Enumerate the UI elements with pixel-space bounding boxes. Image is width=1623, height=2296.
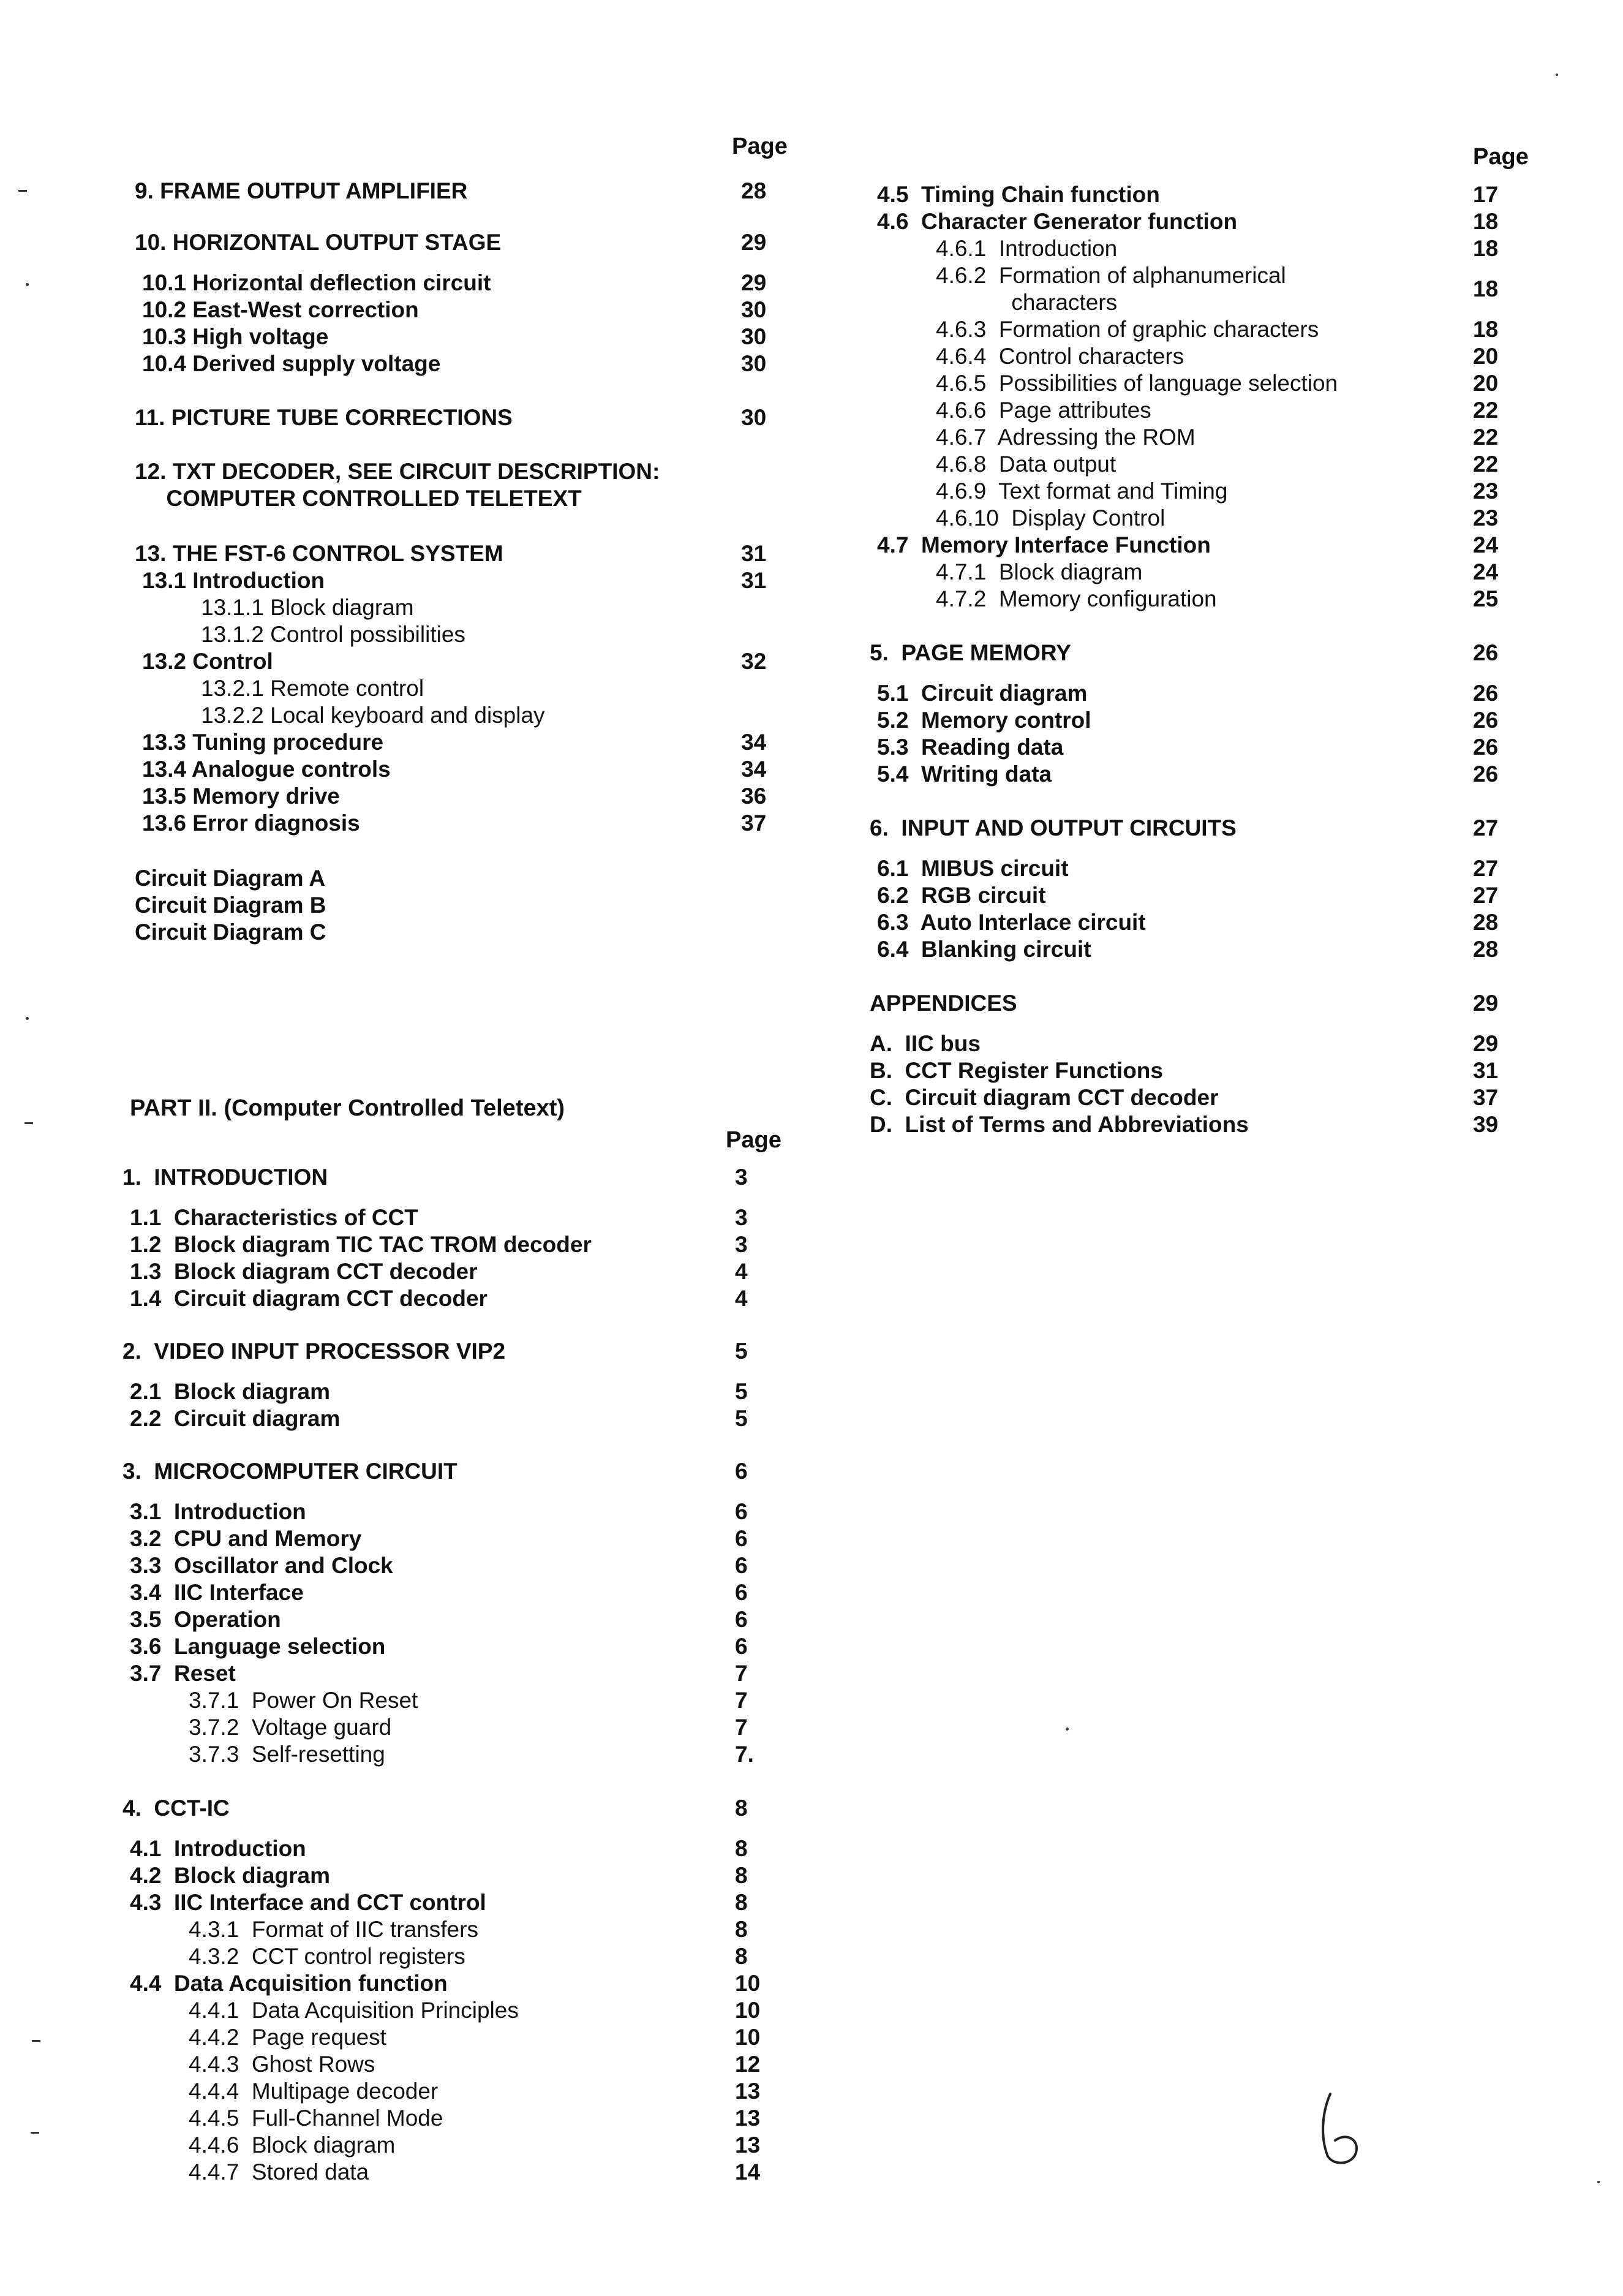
toc-entry	[870, 208, 1543, 235]
toc-entry-title: 5. PAGE MEMORY	[870, 640, 1071, 665]
toc-entry	[870, 505, 1543, 532]
toc-entry-title: 13.5 Memory drive	[142, 784, 340, 809]
toc-entry-title: 13.1.2 Control possibilities	[201, 622, 465, 647]
toc-entry-page: 3	[735, 1165, 748, 1190]
toc-entry	[870, 761, 1543, 788]
toc-entry-page: 26	[1473, 734, 1499, 760]
toc-entry	[870, 343, 1543, 370]
toc-entry	[122, 1997, 796, 2024]
margin-mark	[1556, 74, 1558, 76]
toc-entry	[122, 1835, 796, 1862]
toc-entry	[870, 1057, 1543, 1084]
toc-entry-page: 5	[735, 1339, 748, 1364]
toc-entry	[870, 478, 1543, 505]
toc-entry-page: 37	[1473, 1085, 1499, 1110]
toc-entry-page: 7	[735, 1715, 748, 1740]
toc-entry-title: 4.7 Memory Interface Function	[877, 532, 1211, 557]
toc-entry-page: 26	[1473, 681, 1499, 706]
toc-entry-title: 4.6.7 Adressing the ROM	[936, 425, 1196, 450]
toc-entry-page: 6	[735, 1499, 748, 1524]
toc-entry-page: 23	[1473, 505, 1499, 531]
toc-entry	[122, 1204, 796, 1231]
toc-entry-title: 4.3.2 CCT control registers	[189, 1944, 465, 1969]
toc-entry-page: 18	[1473, 317, 1499, 342]
margin-mark	[1066, 1728, 1069, 1731]
toc-entry-title: 4.6.3 Formation of graphic characters	[936, 317, 1319, 342]
toc-entry	[870, 1030, 1543, 1057]
toc-entry	[122, 1258, 796, 1285]
toc-entry	[122, 1943, 796, 1970]
toc-entry-title: 3.6 Language selection	[130, 1634, 386, 1659]
toc-entry-page: 24	[1473, 532, 1499, 557]
toc-entry-title: 3. MICROCOMPUTER CIRCUIT	[122, 1459, 458, 1484]
toc-entry-title: 3.1 Introduction	[130, 1499, 306, 1524]
toc-entry-page: 14	[735, 2159, 761, 2185]
toc-entry	[122, 2132, 796, 2159]
toc-entry	[122, 1285, 796, 1312]
toc-entry-page: 20	[1473, 344, 1499, 369]
toc-entry-page: 30	[741, 324, 767, 349]
toc-entry-page: 6	[735, 1553, 748, 1578]
toc-entry-title: C. Circuit diagram CCT decoder	[870, 1085, 1219, 1110]
toc-entry-page: 26	[1473, 761, 1499, 787]
toc-entry-title: 4.3 IIC Interface and CCT control	[130, 1890, 486, 1915]
toc-entry-title: Circuit Diagram A	[135, 866, 326, 891]
toc-entry-title: 4.4.2 Page request	[189, 2025, 386, 2050]
toc-entry-page: 7	[735, 1661, 748, 1686]
toc-entry-page: 27	[1473, 815, 1499, 840]
toc-entry-title: 5.1 Circuit diagram	[877, 681, 1088, 706]
toc-entry-page: 18	[1473, 236, 1499, 261]
margin-mark	[26, 283, 29, 286]
toc-entry-title: 1.3 Block diagram CCT decoder	[130, 1259, 478, 1284]
toc-entry-title: 4.1 Introduction	[130, 1836, 306, 1861]
toc-entry-page: 13	[735, 2132, 761, 2158]
toc-entry-title: 3.3 Oscillator and Clock	[130, 1553, 393, 1578]
toc-entry	[122, 1231, 796, 1258]
toc-entry-title: 6.3 Auto Interlace circuit	[877, 910, 1146, 935]
margin-mark	[18, 190, 27, 192]
toc-entry-title: 2.1 Block diagram	[130, 1379, 330, 1404]
toc-entry-title: 4.4.1 Data Acquisition Principles	[189, 1998, 519, 2023]
toc-entry	[122, 1660, 796, 1687]
page-header-label: Page	[1473, 144, 1529, 170]
toc-entry	[870, 936, 1543, 963]
toc-entry-title: 4.6 Character Generator function	[877, 209, 1238, 234]
toc-entry-page: 3	[735, 1205, 748, 1230]
toc-entry-page: 8	[735, 1917, 748, 1942]
toc-entry	[870, 586, 1543, 613]
toc-entry-page: 23	[1473, 478, 1499, 504]
toc-entry-page: 28	[1473, 910, 1499, 935]
toc-entry-title: 4.4.5 Full-Channel Mode	[189, 2105, 443, 2131]
toc-entry	[870, 316, 1543, 343]
toc-entry-title: 3.7.1 Power On Reset	[189, 1688, 418, 1713]
toc-entry	[122, 1525, 796, 1552]
toc-entry-title: 6.1 MIBUS circuit	[877, 856, 1069, 881]
toc-right	[870, 0, 1543, 1225]
toc-entry	[122, 2159, 796, 2186]
toc-entry-page: 13	[735, 2079, 761, 2104]
toc-entry-title: 13.4 Analogue controls	[142, 757, 391, 782]
toc-entry-title: 4.7.2 Memory configuration	[936, 586, 1217, 611]
page-header-label: Page	[726, 1127, 781, 1153]
toc-entry-title: 4.5 Timing Chain function	[877, 182, 1160, 207]
toc-entry-title: 4.2 Block diagram	[130, 1863, 330, 1888]
toc-entry-title: 3.7.2 Voltage guard	[189, 1715, 392, 1740]
toc-entry-title: 5.4 Writing data	[877, 761, 1052, 787]
toc-entry-page: 28	[1473, 937, 1499, 962]
toc-entry-page: 6	[735, 1526, 748, 1551]
toc-entry-title: 10.3 High voltage	[142, 324, 329, 349]
toc-entry-title: 10.1 Horizontal deflection circuit	[142, 270, 491, 295]
toc-entry-title: 6. INPUT AND OUTPUT CIRCUITS	[870, 815, 1237, 840]
toc-left-bottom	[122, 0, 796, 2296]
toc-entry-page: 37	[741, 810, 767, 836]
toc-entry-title: Circuit Diagram C	[135, 920, 326, 945]
toc-entry-title: 4.4.4 Multipage decoder	[189, 2079, 439, 2104]
toc-entry-title: 13.6 Error diagnosis	[142, 810, 360, 836]
toc-entry	[870, 262, 1543, 317]
toc-entry-title: 5.2 Memory control	[877, 708, 1091, 733]
toc-entry-page: 10	[735, 1998, 761, 2023]
toc-entry-page: 25	[1473, 586, 1499, 611]
toc-entry-title: 10. HORIZONTAL OUTPUT STAGE	[135, 230, 502, 255]
toc-entry-title: APPENDICES	[870, 991, 1017, 1016]
toc-entry-title: 13.1.1 Block diagram	[201, 595, 414, 620]
toc-entry-title: 4.6.6 Page attributes	[936, 398, 1151, 423]
toc-entry-page: 5	[735, 1379, 748, 1404]
toc-entry-page: 32	[741, 649, 767, 674]
toc-entry	[122, 2105, 796, 2132]
toc-entry-title: 13.1 Introduction	[142, 568, 325, 593]
toc-entry-title: 4.4.6 Block diagram	[189, 2132, 396, 2158]
toc-entry-page: 39	[1473, 1112, 1499, 1137]
toc-entry-page: 22	[1473, 398, 1499, 423]
toc-entry-page: 8	[735, 1863, 748, 1888]
toc-entry-title: 4.4.3 Ghost Rows	[189, 2052, 375, 2077]
toc-entry-page: 8	[735, 1944, 748, 1969]
toc-entry-page: 6	[735, 1580, 748, 1605]
page-header-label: Page	[732, 134, 788, 159]
toc-entry-title: COMPUTER CONTROLLED TELETEXT	[135, 486, 582, 511]
toc-entry-page: 27	[1473, 883, 1499, 908]
part-title: PART II. (Computer Controlled Teletext)	[130, 1095, 565, 1121]
toc-entry-page: 22	[1473, 451, 1499, 477]
toc-entry-page: 26	[1473, 640, 1499, 665]
toc-entry-title: 5.3 Reading data	[877, 734, 1064, 760]
toc-entry-title: 4.4 Data Acquisition function	[130, 1971, 448, 1996]
toc-entry-page: 20	[1473, 371, 1499, 396]
toc-entry-page: 31	[1473, 1058, 1499, 1083]
toc-entry-page: 30	[741, 297, 767, 322]
toc-entry-page: 8	[735, 1796, 748, 1821]
toc-entry-page: 30	[741, 351, 767, 376]
toc-entry-page: 34	[741, 730, 767, 755]
toc-entry-page: 4	[735, 1259, 748, 1284]
toc-entry-page: 8	[735, 1836, 748, 1861]
toc-entry-page: 34	[741, 757, 767, 782]
toc-entry-page: 7	[735, 1688, 748, 1713]
toc-entry-page: 13	[735, 2105, 761, 2131]
toc-entry-page: 6	[735, 1634, 748, 1659]
toc-entry	[122, 1714, 796, 1741]
toc-entry-page: 27	[1473, 856, 1499, 881]
toc-entry	[870, 1111, 1543, 1138]
toc-entry-title: 10.4 Derived supply voltage	[142, 351, 441, 376]
toc-entry-title: 11. PICTURE TUBE CORRECTIONS	[135, 405, 513, 430]
toc-entry	[122, 1498, 796, 1525]
toc-entry-title: 4.3.1 Format of IIC transfers	[189, 1917, 478, 1942]
toc-entry-title: 13.2 Control	[142, 649, 273, 674]
toc-entry	[122, 1916, 796, 1943]
toc-entry-title: 4. CCT-IC	[122, 1796, 230, 1821]
toc-entry-title: Circuit Diagram B	[135, 893, 326, 918]
toc-entry-page: 30	[741, 405, 767, 430]
toc-entry-title: 13. THE FST-6 CONTROL SYSTEM	[135, 541, 503, 566]
toc-entry-title: 4.6.1 Introduction	[936, 236, 1118, 261]
toc-entry-title: 3.7 Reset	[130, 1661, 236, 1686]
toc-entry-page: 5	[735, 1406, 748, 1431]
toc-entry-page: 29	[1473, 991, 1499, 1016]
toc-entry-page: 6	[735, 1459, 748, 1484]
toc-entry-page: 31	[741, 541, 767, 566]
toc-entry-page: 4	[735, 1286, 748, 1311]
toc-entry-page: 8	[735, 1890, 748, 1915]
toc-entry	[122, 1405, 796, 1432]
toc-entry-title: B. CCT Register Functions	[870, 1058, 1163, 1083]
toc-entry	[870, 397, 1543, 424]
margin-mark	[32, 2040, 40, 2042]
toc-entry-page: 36	[741, 784, 767, 809]
toc-entry-page: 29	[741, 270, 767, 295]
toc-entry-page: 3	[735, 1232, 748, 1257]
toc-entry-title: 3.4 IIC Interface	[130, 1580, 304, 1605]
toc-entry	[122, 1862, 796, 1889]
toc-entry-page: 17	[1473, 182, 1499, 207]
toc-entry-title: 4.6.9 Text format and Timing	[936, 478, 1228, 504]
toc-entry	[122, 1970, 796, 1997]
toc-entry	[870, 815, 1543, 842]
toc-entry	[870, 707, 1543, 734]
toc-entry	[870, 424, 1543, 451]
toc-entry	[870, 734, 1543, 761]
margin-mark	[31, 2132, 39, 2134]
toc-entry-page: 28	[741, 178, 767, 203]
toc-entry	[870, 532, 1543, 559]
toc-entry	[870, 909, 1543, 936]
toc-entry	[122, 2051, 796, 2078]
toc-entry	[122, 1889, 796, 1916]
toc-entry-title: 4.6.5 Possibilities of language selection	[936, 371, 1338, 396]
toc-entry-title: 4.6.4 Control characters	[936, 344, 1184, 369]
toc-entry	[870, 370, 1543, 397]
toc-entry-title: 4.6.2 Formation of alphanumerical characters	[936, 263, 1286, 315]
toc-entry-page: 18	[1473, 209, 1499, 234]
toc-entry-page: 10	[735, 1971, 761, 1996]
toc-entry-title: 4.6.8 Data output	[936, 451, 1117, 477]
toc-entry-title: 1.2 Block diagram TIC TAC TROM decoder	[130, 1232, 592, 1257]
toc-entry-page: 31	[741, 568, 767, 593]
toc-entry-title: 4.6.10 Display Control	[936, 505, 1165, 531]
toc-entry	[122, 1741, 796, 1768]
toc-entry-page: 29	[1473, 1031, 1499, 1056]
toc-entry	[870, 235, 1543, 262]
toc-entry-title: 4.4.7 Stored data	[189, 2159, 369, 2185]
toc-entry-title: 9. FRAME OUTPUT AMPLIFIER	[135, 178, 468, 203]
toc-entry	[870, 855, 1543, 882]
toc-entry-title: 6.2 RGB circuit	[877, 883, 1046, 908]
toc-entry	[870, 990, 1543, 1017]
toc-entry	[122, 1458, 796, 1485]
toc-entry-title: 6.4 Blanking circuit	[877, 937, 1091, 962]
toc-entry	[122, 1633, 796, 1660]
toc-entry	[122, 1795, 796, 1822]
toc-entry-title: D. List of Terms and Abbreviations	[870, 1112, 1249, 1137]
toc-entry-title: 13.2.1 Remote control	[201, 676, 424, 701]
toc-entry	[870, 680, 1543, 707]
toc-entry-title: 4.7.1 Block diagram	[936, 559, 1143, 584]
toc-entry-page: 29	[741, 230, 767, 255]
margin-mark	[1597, 2181, 1600, 2183]
toc-entry-page: 24	[1473, 559, 1499, 584]
toc-entry-page: 18	[1473, 276, 1499, 301]
toc-entry-title: 1. INTRODUCTION	[122, 1165, 328, 1190]
toc-entry	[870, 882, 1543, 909]
toc-entry-title: 1.1 Characteristics of CCT	[130, 1205, 418, 1230]
toc-entry-page: 22	[1473, 425, 1499, 450]
toc-entry-title: 12. TXT DECODER, SEE CIRCUIT DESCRIPTION:	[135, 459, 660, 484]
toc-entry-title: 1.4 Circuit diagram CCT decoder	[130, 1286, 488, 1311]
toc-entry-title: 3.5 Operation	[130, 1607, 281, 1632]
toc-entry-title: 3.7.3 Self-resetting	[189, 1742, 385, 1767]
toc-entry	[870, 559, 1543, 586]
toc-entry-title: 13.2.2 Local keyboard and display	[201, 703, 545, 728]
toc-entry	[122, 1687, 796, 1714]
toc-entry	[122, 2078, 796, 2105]
toc-entry	[122, 1606, 796, 1633]
toc-entry-page: 26	[1473, 708, 1499, 733]
toc-entry-title: 2.2 Circuit diagram	[130, 1406, 341, 1431]
toc-entry	[122, 2024, 796, 2051]
toc-entry	[870, 640, 1543, 667]
toc-entry-title: 13.3 Tuning procedure	[142, 730, 384, 755]
toc-entry	[122, 1378, 796, 1405]
toc-entry-page: 12	[735, 2052, 761, 2077]
toc-entry	[870, 451, 1543, 478]
margin-mark	[24, 1122, 33, 1124]
toc-entry	[122, 1579, 796, 1606]
toc-entry-page: 7.	[735, 1742, 754, 1767]
toc-entry	[870, 181, 1543, 208]
toc-entry	[122, 1164, 796, 1191]
toc-entry-title: 2. VIDEO INPUT PROCESSOR VIP2	[122, 1339, 506, 1364]
toc-entry	[122, 1338, 796, 1365]
toc-entry-title: A. IIC bus	[870, 1031, 981, 1056]
handwritten-page-number-mark	[1317, 2089, 1372, 2169]
toc-entry	[870, 1084, 1543, 1111]
toc-entry	[122, 1552, 796, 1579]
toc-entry-page: 10	[735, 2025, 761, 2050]
margin-mark	[26, 1017, 29, 1020]
toc-entry-title: 3.2 CPU and Memory	[130, 1526, 362, 1551]
toc-entry-page: 6	[735, 1607, 748, 1632]
toc-entry-title: 10.2 East-West correction	[142, 297, 419, 322]
